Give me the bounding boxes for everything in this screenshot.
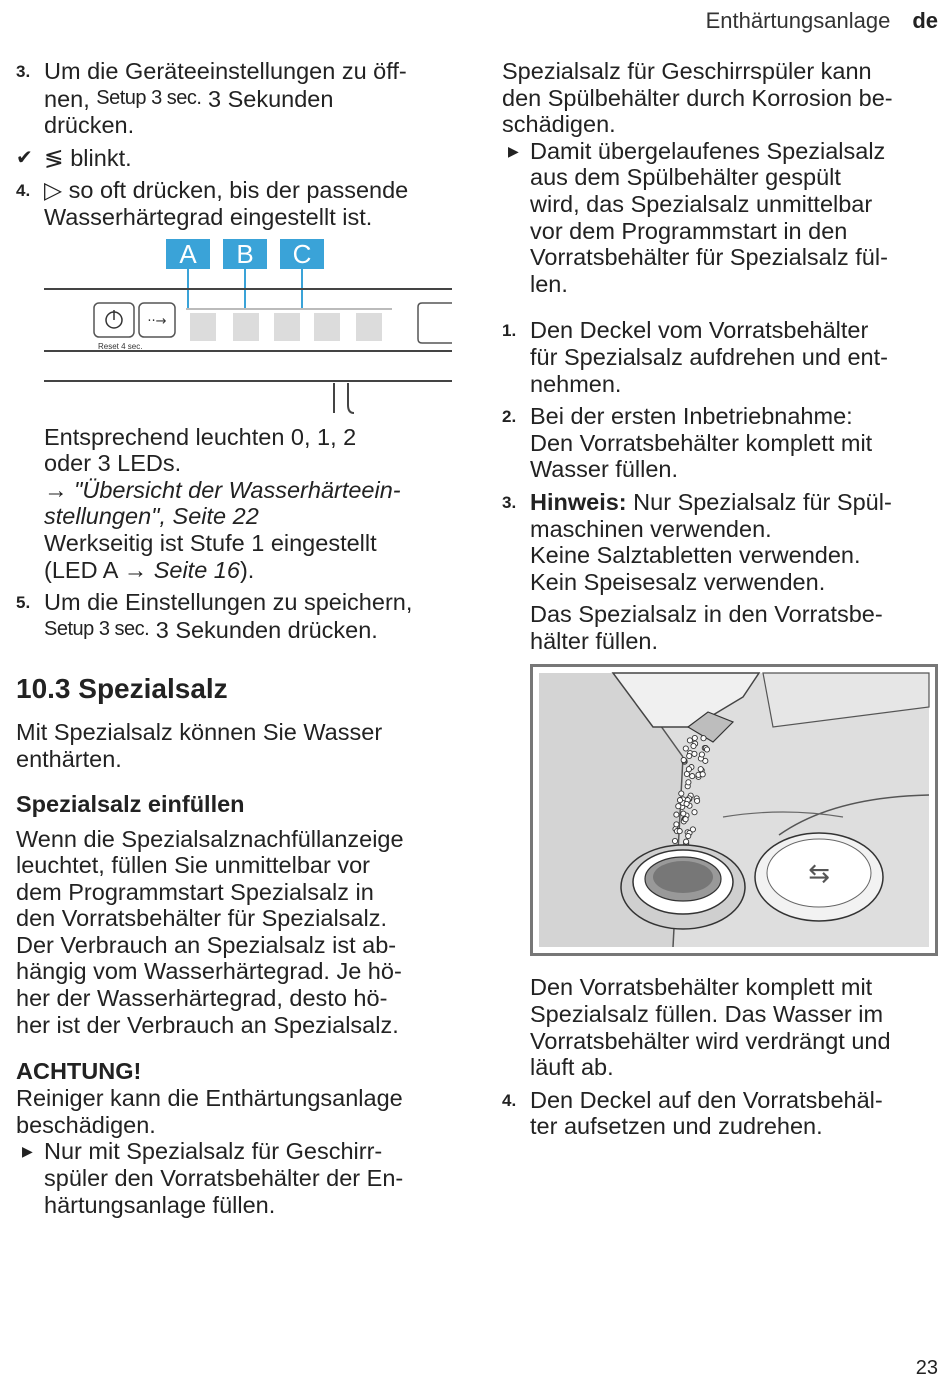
text-line: Nur mit Spezialsalz für Geschirr- [44,1138,383,1165]
text-line: den Spülbehälter durch Korrosion be- [502,84,893,111]
text-line: ). [239,556,255,583]
setup-key-label: Setup 3 sec. [96,86,202,109]
text-line: vor dem Programmstart in den [530,217,848,244]
text-line: schädigen. [502,111,616,138]
step-number: 3. [16,62,31,81]
body-paragraph [16,826,456,1039]
step-text: Bei der ersten Inbetriebnahme: [530,403,853,430]
step-number: 2. [502,407,517,427]
step-number: 5. [16,593,31,613]
step-text: Den Vorratsbehälter komplett mit [530,429,873,456]
text-line: den Vorratsbehälter für Spezialsalz. [16,905,387,932]
salt-step-4 [502,1087,942,1140]
warning-heading: ACHTUNG! [16,1058,142,1085]
text-line: wird, das Spezialsalz unmittelbar [530,190,873,217]
page-reference: Seite 16 [153,556,240,583]
text-line: härtungsanlage füllen. [44,1191,276,1218]
step-text: Den Deckel auf den Vorratsbehäl- [530,1086,883,1113]
text-line: oder 3 LEDs. [44,450,182,477]
text-line: Spezialsalz für Geschirrspüler kann [502,58,872,84]
section-title: Enthärtungsanlage [705,8,891,33]
page-number: 23 [915,1357,938,1379]
setup-key-label: Setup 3 sec. [44,617,150,640]
step-5 [16,589,456,643]
step-number: 3. [502,492,517,512]
text-line: len. [530,270,568,297]
bullet-triangle-icon: ▶ [22,1143,33,1160]
text-line: Vorratsbehälter wird verdrängt und [530,1027,891,1054]
step-text: 3 Sekunden [201,85,334,112]
step-text: Um die Geräteeinstellungen zu öff- [44,58,407,84]
salt-step-1 [502,317,942,397]
step-text: maschinen verwenden. [530,515,772,542]
result-text: blinkt. [63,144,132,171]
text-line: Reiniger kann die Enthärtungsanlage [16,1085,403,1112]
text-line: aus dem Spülbehälter gespült [530,164,841,191]
step-number: 4. [502,1090,517,1110]
step-text: Wasser füllen. [530,456,679,483]
note-label: Hinweis: [530,488,627,515]
step-text: 3 Sekunden drücken. [149,616,378,643]
label-a: A [179,238,197,269]
led-a [190,313,216,341]
step-text: Keine Salztabletten verwenden. [530,542,861,569]
step-4 [16,177,456,230]
salt-step-3 [502,489,942,595]
text-line: Vorratsbehälter für Spezialsalz fül- [530,244,888,271]
text-line: Spezialsalz füllen. Das Wasser im [530,1001,884,1028]
step-text: Kein Speisesalz verwenden. [530,568,826,595]
text-line: Den Vorratsbehälter komplett mit [530,974,873,1001]
led-5 [356,313,382,341]
led-explanation [16,424,456,584]
step-text: nehmen. [530,370,622,397]
text-line: Das Spezialsalz in den Vorratsbe- [530,601,883,628]
reset-label: Reset 4 sec. [98,341,143,351]
result-line [16,145,456,172]
step-text: Wasserhärtegrad eingestellt ist. [44,203,373,230]
step-text: drücken. [44,112,135,139]
text-line: Werkseitig ist Stufe 1 eingestellt [44,529,377,556]
bullet-triangle-icon: ▶ [508,142,519,159]
text-line: Der Verbrauch an Spezialsalz ist ab- [16,931,397,958]
intro-paragraph [16,719,456,772]
left-column [16,58,456,1218]
text-line: Wenn die Spezialsalznachfüllanzeige [16,825,404,852]
salt-symbol-icon: ≶ [44,144,64,171]
text-line: läuft ab. [530,1054,614,1081]
text-line: dem Programmstart Spezialsalz in [16,878,374,905]
text-line: hängig vom Wasserhärtegrad. Je hö- [16,958,402,985]
text-line: enthärten. [16,745,122,772]
next-arrow-icon: ▷ [44,177,63,204]
cross-reference: → "Übersicht der Wasserhärteein- [44,476,401,503]
corrosion-warning [502,58,942,138]
label-b: B [236,238,254,269]
salt-fill-illustration [530,664,938,956]
step-text: ter aufsetzen und zudrehen. [530,1113,823,1140]
text-line: Damit übergelaufenes Spezialsalz [530,137,886,164]
svg-text:··→: ··→ [147,313,167,329]
salt-step-2 [502,403,942,483]
step-text: so oft drücken, bis der passende [62,177,409,204]
sub-heading: Spezialsalz einfüllen [16,790,245,817]
step-text: für Spezialsalz aufdrehen und ent- [530,343,888,370]
step-text: Nur Spezialsalz für Spül- [626,488,892,515]
text-line: hälter füllen. [530,627,659,654]
step-number: 1. [502,321,517,341]
fill-instruction [502,601,942,654]
control-panel-illustration [16,239,456,424]
step-number: 4. [16,181,31,201]
text-line: beschädigen. [16,1111,156,1138]
right-column [502,58,942,1140]
warning-text [16,1085,456,1138]
led-b [233,313,259,341]
step-text: Um die Einstellungen zu speichern, [44,589,413,616]
page-header [706,8,938,34]
salt-symbol-icon: ⇆ [808,859,830,890]
check-icon: ✔ [16,146,33,169]
language-code: de [912,8,938,33]
cross-reference: stellungen", Seite 22 [44,503,259,530]
led-c [274,313,300,341]
step-3 [16,58,456,139]
after-fill-text [502,974,942,1080]
text-line: Mit Spezialsalz können Sie Wasser [16,719,383,746]
section-heading: 10.3 Spezialsalz [16,673,228,705]
text-line: (LED A → [44,556,154,583]
text-line: her ist der Verbrauch an Spezialsalz. [16,1011,399,1038]
text-line: Entsprechend leuchten 0, 1, 2 [44,423,357,450]
text-line: spüler den Vorratsbehälter der En- [44,1165,404,1192]
text-line: leuchtet, füllen Sie unmittelbar vor [16,852,370,879]
step-text: nen, [44,85,97,112]
warning-bullet [16,1138,456,1218]
led-4 [314,313,340,341]
label-c: C [292,238,312,269]
step-text: Den Deckel vom Vorratsbehälter [530,317,869,344]
corrosion-bullet [502,138,942,298]
text-line: her der Wasserhärtegrad, desto hö- [16,985,388,1012]
